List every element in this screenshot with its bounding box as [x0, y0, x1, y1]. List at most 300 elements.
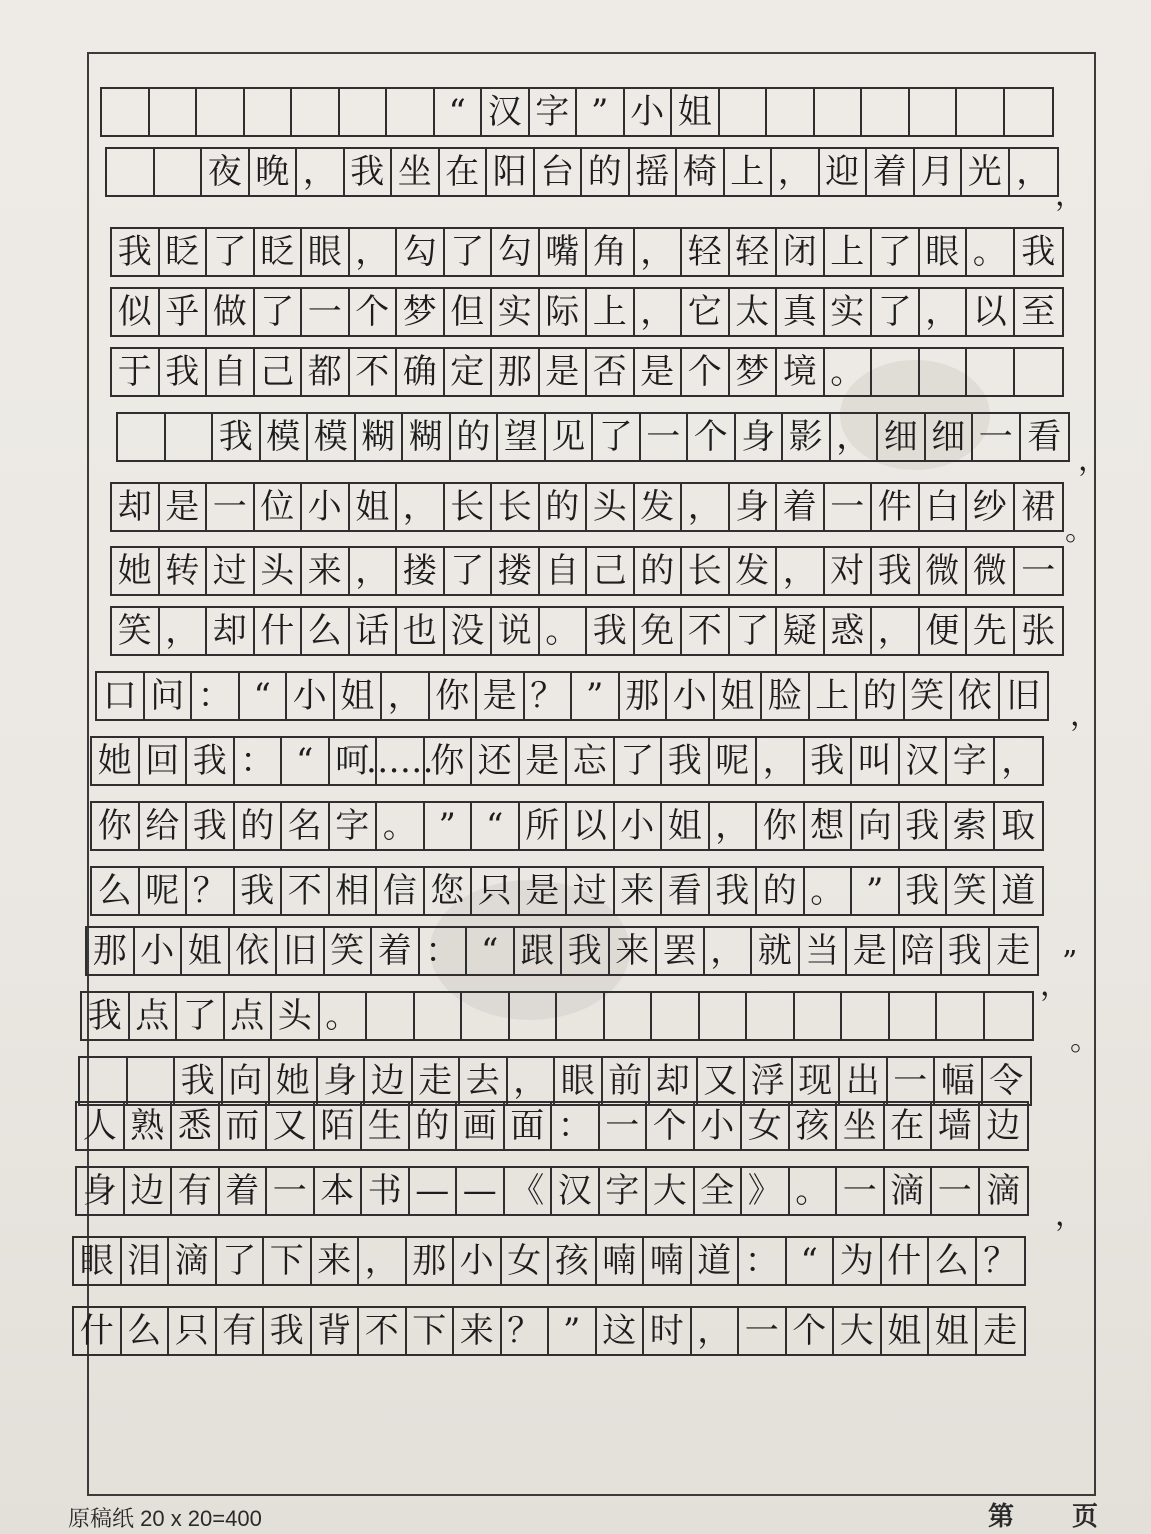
grid-row [110, 227, 1064, 277]
grid-cell: 字 [600, 1168, 648, 1214]
grid-cell: 那 [407, 1238, 455, 1284]
grid-cell: 笑 [947, 868, 995, 914]
grid-row [90, 801, 1044, 851]
grid-cell: 转 [160, 548, 208, 594]
grid-cell: 白 [920, 484, 968, 530]
grid-cell: ， [872, 608, 920, 654]
grid-cell [795, 993, 843, 1039]
grid-cell: 说 [492, 608, 540, 654]
margin-mark: 。 [1070, 1023, 1100, 1058]
margin-mark: ， [1070, 698, 1100, 733]
grid-cell: 。 [790, 1168, 838, 1214]
grid-cell: 只 [169, 1308, 217, 1354]
grid-cell: 依 [230, 928, 278, 974]
grid-cell: 问 [145, 673, 193, 719]
grid-cell: 长 [682, 548, 730, 594]
grid-cell: 的 [451, 414, 499, 460]
grid-cell: “ [472, 803, 520, 849]
grid-cell: 做 [207, 289, 255, 335]
grid-cell: 我 [900, 868, 948, 914]
grid-cell [1005, 89, 1053, 135]
grid-cell: 悉 [172, 1103, 220, 1149]
grid-cell: 汉 [552, 1168, 600, 1214]
grid-cell: 我 [112, 229, 160, 275]
grid-cell: 。 [967, 229, 1015, 275]
grid-cell: ， [777, 548, 825, 594]
grid-cell: 时 [644, 1308, 692, 1354]
grid-cell: 下 [264, 1238, 312, 1284]
grid-cell: 你 [92, 803, 140, 849]
grid-row [72, 1306, 1026, 1356]
grid-cell: 背 [312, 1308, 360, 1354]
grid-cell [367, 993, 415, 1039]
grid-cell: 忘 [567, 738, 615, 784]
grid-cell: 那 [492, 349, 540, 395]
grid-cell: 影 [783, 414, 831, 460]
grid-cell: 你 [430, 673, 478, 719]
grid-cell: 大 [647, 1168, 695, 1214]
grid-cell: 台 [535, 149, 583, 195]
grid-cell: 梦 [730, 349, 778, 395]
grid-cell: 。 [805, 868, 853, 914]
grid-cell: 眼 [74, 1238, 122, 1284]
grid-cell: 也 [397, 608, 445, 654]
grid-row [72, 1236, 1026, 1286]
grid-cell: 搂 [492, 548, 540, 594]
grid-cell: 眼 [302, 229, 350, 275]
grid-cell: 脸 [762, 673, 810, 719]
grid-cell: 己 [255, 349, 303, 395]
grid-cell: 个 [350, 289, 398, 335]
grid-cell: 发 [635, 484, 683, 530]
grid-row [75, 1101, 1029, 1151]
grid-cell [387, 89, 435, 135]
grid-cell: “ [282, 738, 330, 784]
grid-cell: “ [787, 1238, 835, 1284]
grid-row [116, 412, 1070, 462]
grid-cell: 一 [973, 414, 1021, 460]
grid-cell: 一 [641, 414, 689, 460]
grid-cell: ， [920, 289, 968, 335]
grid-cell: 不 [682, 608, 730, 654]
grid-row [110, 482, 1064, 532]
grid-cell: 。 [320, 993, 368, 1039]
grid-cell: 却 [207, 608, 255, 654]
margin-mark: ” [1062, 945, 1078, 980]
grid-cell: 一 [888, 1058, 936, 1104]
grid-cell [985, 993, 1033, 1039]
grid-cell: 滴 [986, 1171, 1021, 1211]
grid-cell: 口 [97, 673, 145, 719]
grid-cell: 微 [920, 548, 968, 594]
grid-cell: 看 [662, 868, 710, 914]
grid-cell: 裙 [1021, 487, 1056, 527]
margin-mark: ， [1040, 968, 1070, 1003]
grid-cell: 上 [725, 149, 773, 195]
grid-cell: 了 [445, 229, 493, 275]
grid-cell: 个 [682, 349, 730, 395]
grid-cell [842, 993, 890, 1039]
grid-cell: 我 [805, 738, 853, 784]
grid-cell: 一 [1021, 551, 1056, 591]
grid-cell: 的 [235, 803, 283, 849]
grid-cell: 长 [445, 484, 493, 530]
grid-cell: 去 [460, 1058, 508, 1104]
grid-cell: ： [552, 1103, 600, 1149]
grid-cell: 我 [872, 548, 920, 594]
grid-cell: 便 [920, 608, 968, 654]
grid-cell: 边 [365, 1058, 413, 1104]
grid-cell: “ [435, 89, 483, 135]
grid-cell: 想 [805, 803, 853, 849]
grid-cell [557, 993, 605, 1039]
grid-cell: 姐 [182, 928, 230, 974]
grid-cell: ， [397, 484, 445, 530]
grid-cell: 的 [540, 484, 588, 530]
grid-cell: — [410, 1168, 458, 1214]
grid-cell: ” [425, 803, 473, 849]
grid-cell: 我 [213, 414, 261, 460]
grid-cell: 我 [160, 349, 208, 395]
grid-cell: 嘴 [540, 229, 588, 275]
grid-cell: 微 [967, 548, 1015, 594]
grid-cell [340, 89, 388, 135]
grid-cell: 我 [82, 993, 130, 1039]
grid-cell: 一 [825, 484, 873, 530]
grid-cell [155, 149, 203, 195]
grid-cell: 小 [625, 89, 673, 135]
grid-cell: 确 [397, 349, 445, 395]
grid-cell: 只 [472, 868, 520, 914]
grid-cell: 边 [986, 1106, 1021, 1146]
grid-cell: 那 [87, 928, 135, 974]
grid-cell: 面 [505, 1103, 553, 1149]
grid-cell: 这 [597, 1308, 645, 1354]
grid-cell: 我 [710, 868, 758, 914]
grid-cell: 身 [318, 1058, 366, 1104]
grid-cell: 女 [502, 1238, 550, 1284]
grid-cell: 迎 [820, 149, 868, 195]
grid-cell: 却 [650, 1058, 698, 1104]
grid-cell: 我 [345, 149, 393, 195]
grid-cell: 来 [610, 928, 658, 974]
grid-cell: 否 [587, 349, 635, 395]
page-prefix: 第 [988, 1501, 1015, 1531]
grid-cell: 大 [834, 1308, 882, 1354]
grid-cell: 的 [757, 868, 805, 914]
grid-cell: 过 [567, 868, 615, 914]
grid-cell: 坐 [392, 149, 440, 195]
grid-cell: 糊 [403, 414, 451, 460]
grid-cell: 真 [777, 289, 825, 335]
grid-cell: ， [635, 229, 683, 275]
grid-cell: 定 [445, 349, 493, 395]
grid-cell: 她 [270, 1058, 318, 1104]
grid-cell: 免 [635, 608, 683, 654]
grid-cell: 跟 [515, 928, 563, 974]
grid-cell: 点 [225, 993, 273, 1039]
grid-cell: ， [757, 738, 805, 784]
grid-cell [890, 993, 938, 1039]
grid-cell: 一 [837, 1168, 885, 1214]
grid-cell: 取 [1001, 806, 1036, 846]
grid-cell: 索 [947, 803, 995, 849]
grid-cell: 姐 [929, 1308, 977, 1354]
grid-cell: ： [420, 928, 468, 974]
grid-cell: 什 [882, 1238, 930, 1284]
grid-cell: 了 [207, 229, 255, 275]
grid-cell: 着 [220, 1168, 268, 1214]
grid-cell: ， [350, 229, 398, 275]
grid-cell: 的 [635, 548, 683, 594]
grid-cell: ， [692, 1308, 740, 1354]
grid-cell: 眨 [160, 229, 208, 275]
paper-spec-label: 原稿纸 20 x 20=400 [68, 1506, 262, 1531]
grid-cell: 晚 [250, 149, 298, 195]
grid-cell: 喃 [597, 1238, 645, 1284]
grid-cell: 是 [520, 868, 568, 914]
grid-cell: ： [739, 1238, 787, 1284]
grid-cell: 际 [540, 289, 588, 335]
grid-cell: 我 [942, 928, 990, 974]
grid-cell: ， [635, 289, 683, 335]
grid-cell: 己 [587, 548, 635, 594]
grid-cell: 出 [840, 1058, 888, 1104]
grid-cell [245, 89, 293, 135]
grid-cell: 闭 [777, 229, 825, 275]
grid-cell: 笑 [112, 608, 160, 654]
grid-cell: ” [852, 868, 900, 914]
grid-cell: 幅 [935, 1058, 983, 1104]
grid-cell: 一 [302, 289, 350, 335]
grid-cell: ， [682, 484, 730, 530]
grid-cell: “ [240, 673, 288, 719]
grid-cell: 有 [217, 1308, 265, 1354]
grid-cell: 向 [223, 1058, 271, 1104]
grid-cell: ： [235, 738, 283, 784]
grid-cell: 喃 [644, 1238, 692, 1284]
grid-cell: 小 [667, 673, 715, 719]
grid-cell: 呢 [140, 868, 188, 914]
grid-cell: 纱 [967, 484, 1015, 530]
grid-cell: 是 [160, 484, 208, 530]
grid-cell: 笑 [325, 928, 373, 974]
grid-row [110, 287, 1064, 337]
grid-cell: 来 [302, 548, 350, 594]
grid-cell: 了 [730, 608, 778, 654]
grid-cell: 模 [261, 414, 309, 460]
grid-cell: 您 [425, 868, 473, 914]
grid-cell: 依 [952, 673, 1000, 719]
grid-cell: 陪 [895, 928, 943, 974]
grid-cell [292, 89, 340, 135]
grid-cell: 我 [187, 738, 235, 784]
grid-cell [1015, 349, 1063, 395]
grid-cell: 书 [362, 1168, 410, 1214]
grid-cell [957, 89, 1005, 135]
grid-cell [118, 414, 166, 460]
grid-cell: 熟 [125, 1103, 173, 1149]
grid-cell: 么 [92, 868, 140, 914]
grid-cell: 点 [130, 993, 178, 1039]
grid-cell: — [457, 1168, 505, 1214]
grid-cell: 我 [175, 1058, 223, 1104]
grid-cell: 个 [688, 414, 736, 460]
grid-cell: 那 [620, 673, 668, 719]
grid-cell: ， [508, 1058, 556, 1104]
grid-cell [605, 993, 653, 1039]
grid-cell: 向 [852, 803, 900, 849]
grid-cell: 一 [739, 1308, 787, 1354]
grid-cell: 是 [635, 349, 683, 395]
grid-cell: 》 [742, 1168, 790, 1214]
grid-cell: 我 [662, 738, 710, 784]
grid-cell: 在 [440, 149, 488, 195]
grid-cell: 不 [359, 1308, 407, 1354]
grid-cell: 件 [872, 484, 920, 530]
grid-cell: ？ [187, 868, 235, 914]
grid-cell [747, 993, 795, 1039]
grid-cell: 前 [603, 1058, 651, 1104]
grid-cell: 一 [600, 1103, 648, 1149]
grid-cell: 回 [140, 738, 188, 784]
grid-cell: 笑 [905, 673, 953, 719]
grid-cell: 姐 [350, 484, 398, 530]
grid-cell: 的 [582, 149, 630, 195]
grid-cell [107, 149, 155, 195]
grid-cell: 小 [695, 1103, 743, 1149]
grid-cell: 了 [593, 414, 641, 460]
grid-cell: 的 [857, 673, 905, 719]
grid-cell: 了 [445, 548, 493, 594]
grid-cell: 我 [562, 928, 610, 974]
grid-cell: ？ [525, 673, 573, 719]
grid-cell: 夜 [202, 149, 250, 195]
grid-cell [910, 89, 958, 135]
grid-cell: 勾 [492, 229, 540, 275]
grid-cell: 不 [350, 349, 398, 395]
grid-cell: 信 [377, 868, 425, 914]
grid-cell [815, 89, 863, 135]
grid-row [110, 347, 1064, 397]
grid-cell: 模 [308, 414, 356, 460]
grid-cell: ， [710, 803, 758, 849]
grid-cell: 勾 [397, 229, 445, 275]
grid-cell [462, 993, 510, 1039]
grid-cell: 就 [752, 928, 800, 974]
grid-cell: 走 [413, 1058, 461, 1104]
grid-cell: 摇 [630, 149, 678, 195]
grid-cell: 长 [492, 484, 540, 530]
grid-cell: 全 [695, 1168, 743, 1214]
grid-cell: 来 [312, 1238, 360, 1284]
margin-mark: ， [1055, 178, 1085, 213]
margin-mark: 。 [1065, 513, 1095, 548]
grid-cell: 生 [362, 1103, 410, 1149]
grid-cell [128, 1058, 176, 1104]
grid-cell: 有 [172, 1168, 220, 1214]
grid-row [80, 991, 1034, 1041]
grid-cell: 个 [787, 1308, 835, 1354]
grid-cell: 个 [647, 1103, 695, 1149]
grid-cell: 走 [983, 1311, 1018, 1351]
grid-cell: 但 [445, 289, 493, 335]
grid-cell: 眨 [255, 229, 303, 275]
grid-cell: 现 [793, 1058, 841, 1104]
grid-cell: 着 [777, 484, 825, 530]
grid-row [100, 87, 1054, 137]
grid-cell: 浮 [745, 1058, 793, 1104]
grid-cell: 头 [272, 993, 320, 1039]
grid-cell: ？ [983, 1241, 1018, 1281]
margin-mark: ， [1078, 443, 1108, 478]
grid-cell: 上 [810, 673, 858, 719]
grid-cell: 却 [112, 484, 160, 530]
grid-cell: 以 [967, 289, 1015, 335]
grid-cell: 滴 [885, 1168, 933, 1214]
grid-cell [872, 349, 920, 395]
grid-row [90, 736, 1044, 786]
grid-cell: 位 [255, 484, 303, 530]
grid-cell: 旧 [1006, 676, 1041, 716]
grid-cell: 一 [932, 1168, 980, 1214]
grid-cell: 自 [540, 548, 588, 594]
grid-cell: 小 [287, 673, 335, 719]
grid-cell: 下 [407, 1308, 455, 1354]
grid-cell: 叫 [852, 738, 900, 784]
grid-cell: 她 [92, 738, 140, 784]
grid-cell: 汉 [482, 89, 530, 135]
grid-cell: 字 [530, 89, 578, 135]
grid-cell: 小 [454, 1238, 502, 1284]
grid-cell: 给 [140, 803, 188, 849]
grid-cell: 上 [825, 229, 873, 275]
grid-cell: 是 [847, 928, 895, 974]
grid-cell: 实 [825, 289, 873, 335]
grid-cell: 角 [587, 229, 635, 275]
grid-cell: 身 [730, 484, 778, 530]
grid-cell [197, 89, 245, 135]
grid-cell: ， [1016, 152, 1051, 192]
grid-row [110, 606, 1064, 656]
grid-cell: 太 [730, 289, 778, 335]
grid-cell: 令 [989, 1061, 1024, 1101]
grid-cell: 过 [207, 548, 255, 594]
grid-cell [967, 349, 1015, 395]
grid-cell: 都 [302, 349, 350, 395]
grid-cell: ” [577, 89, 625, 135]
grid-cell: 姐 [335, 673, 383, 719]
grid-cell: 是 [520, 738, 568, 784]
grid-cell: 罢 [657, 928, 705, 974]
grid-cell: 眼 [555, 1058, 603, 1104]
grid-cell: 头 [255, 548, 303, 594]
grid-cell: ： [192, 673, 240, 719]
grid-cell: 上 [587, 289, 635, 335]
grid-cell: 境 [777, 349, 825, 395]
grid-cell: 搂 [397, 548, 445, 594]
grid-cell: 道 [1001, 871, 1036, 911]
grid-cell: 旧 [277, 928, 325, 974]
grid-cell: ， [705, 928, 753, 974]
grid-cell: 细 [878, 414, 926, 460]
grid-cell: “ [467, 928, 515, 974]
grid-cell: 姐 [882, 1308, 930, 1354]
grid-cell [862, 89, 910, 135]
grid-cell: 字 [330, 803, 378, 849]
grid-cell: 么 [122, 1308, 170, 1354]
grid-cell: 着 [867, 149, 915, 195]
